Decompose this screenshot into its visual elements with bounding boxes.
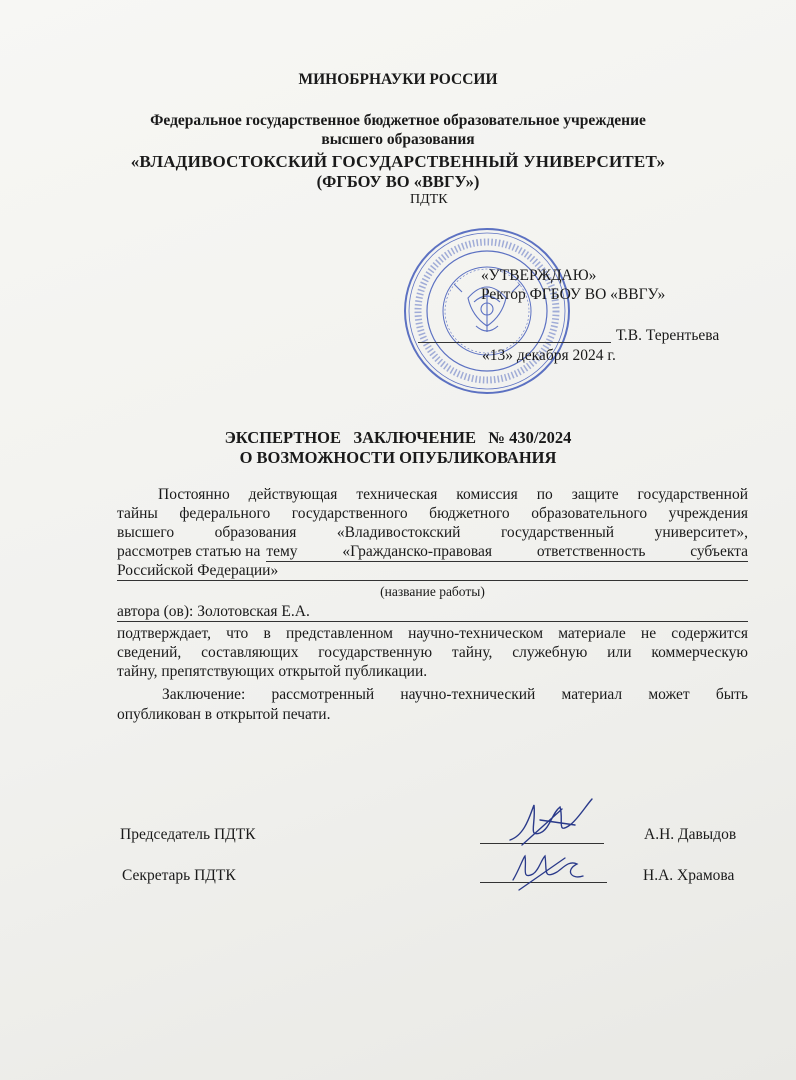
rector-position: Ректор ФГБОУ ВО «ВВГУ» [481, 286, 666, 303]
work-title-part1: тему «Гражданско-правовая ответственность субъекта [266, 543, 748, 560]
official-seal [402, 226, 572, 396]
chairman-signature-icon [500, 795, 600, 855]
body-p1-line4 [117, 542, 748, 562]
document-title: ЭКСПЕРТНОЕ ЗАКЛЮЧЕНИЕ № 430/2024 [224, 428, 572, 447]
approval-date: «13» декабря 2024 г. [482, 347, 616, 364]
body-p1-line2: тайны федерального государственного бюджетного образовательного учреждения [117, 505, 748, 522]
secretary-name: Н.А. Храмова [643, 867, 735, 884]
document-subtitle: О ВОЗМОЖНОСТИ ОПУБЛИКОВАНИЯ [239, 448, 557, 467]
university-abbr: (ФГБОУ ВО «ВВГУ») [316, 172, 480, 191]
secretary-signature-icon [505, 850, 590, 895]
body-p2-line3: тайну, препятствующих открытой публикации. [117, 663, 428, 680]
work-title-part2: Российской Федерации» [117, 561, 748, 581]
institution-line-2: высшего образования [321, 131, 475, 148]
body-p2-line2: сведений, составляющих государственную тайну, служебную или коммерческую [117, 644, 748, 661]
department-label: ПДТК [410, 192, 448, 207]
authors-line: автора (ов): Золотовская Е.А. [117, 602, 748, 622]
approve-label: «УТВЕРЖДАЮ» [481, 267, 597, 284]
institution-line-1: Федеральное государственное бюджетное образовательное учреждение [150, 112, 646, 129]
body-p1-line4-lead: рассмотрев статью на [117, 543, 261, 560]
chairman-name: А.Н. Давыдов [644, 826, 737, 843]
body-p1-line3: высшего образования «Владивостокский государственный университет», [117, 524, 748, 541]
rector-name: Т.В. Терентьева [616, 327, 720, 344]
chairman-role: Председатель ПДТК [120, 826, 256, 843]
body-p2-line1: подтверждает, что в представленном научно-техническом материале не содержится [117, 625, 748, 642]
secretary-role: Секретарь ПДТК [122, 867, 236, 884]
rector-signature-line [418, 342, 611, 343]
university-name: «ВЛАДИВОСТОКСКИЙ ГОСУДАРСТВЕННЫЙ УНИВЕРСИТЕТ» [130, 152, 666, 171]
ministry-heading: МИНОБРНАУКИ РОССИИ [298, 71, 498, 88]
work-title-caption: (название работы) [380, 584, 485, 599]
body-p3-line1: Заключение: рассмотренный научно-технический материал может быть [162, 686, 748, 703]
body-p1-line1: Постоянно действующая техническая комиссия по защите государственной [158, 486, 748, 503]
body-p3-line2: опубликован в открытой печати. [117, 706, 331, 723]
